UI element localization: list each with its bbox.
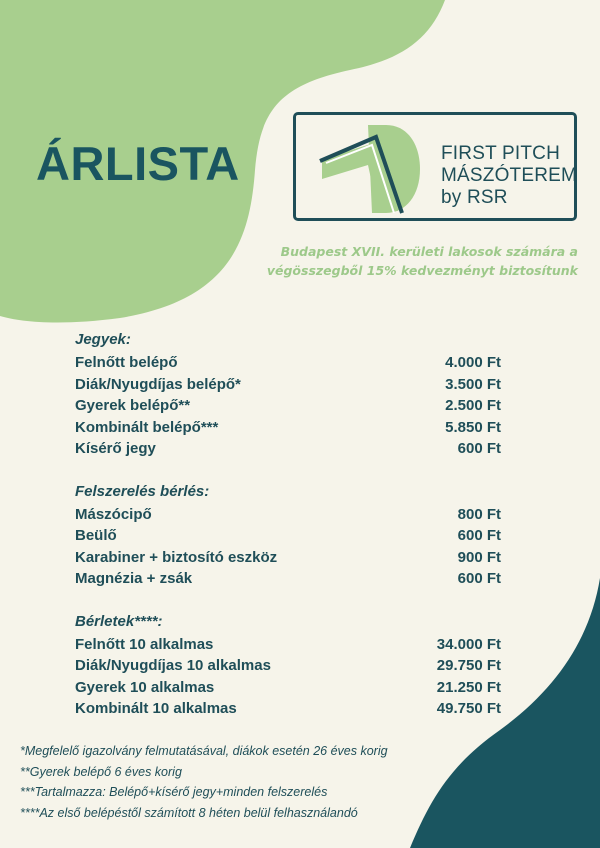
section-title: Bérletek****: (75, 612, 163, 630)
logo-line-3: by RSR (441, 187, 508, 208)
price-row (75, 655, 501, 677)
item-price: 600 Ft (457, 570, 501, 587)
section-tickets (75, 330, 501, 460)
logo-line-1: FIRST PITCH (441, 143, 561, 164)
price-list (75, 330, 501, 742)
item-price: 34.000 Ft (436, 635, 501, 653)
item-name: Diák/Nyugdíjas 10 alkalmas (75, 657, 271, 674)
page-title: ÁRLISTA (36, 137, 240, 190)
item-name: Diák/Nyugdíjas belépő* (75, 375, 241, 393)
item-name: Kombinált 10 alkalmas (75, 700, 237, 717)
item-price: 800 Ft (457, 505, 501, 523)
section-passes (75, 612, 501, 720)
item-name: Beülő (75, 527, 117, 544)
discount-line-1: Budapest XVII. kerületi lakosok számára a (280, 244, 578, 259)
item-name: Kísérő jegy (75, 440, 156, 457)
price-row (75, 698, 501, 720)
price-row (75, 438, 501, 460)
price-row (75, 374, 501, 396)
item-name: Gyerek 10 alkalmas (75, 678, 215, 696)
footnote: **Gyerek belépő 6 éves korig (20, 764, 182, 779)
climbing-wall-logo-icon (316, 123, 426, 215)
item-name: Gyerek belépő** (75, 397, 191, 414)
price-row (75, 677, 501, 699)
discount-line-2: végösszegből 15% kedvezményt biztosítunk (266, 263, 578, 278)
item-name: Magnézia + zsák (75, 570, 193, 587)
price-row (75, 395, 501, 417)
price-row (75, 568, 501, 590)
item-price: 600 Ft (457, 527, 501, 544)
logo-line-2: MÁSZÓTEREM (441, 165, 578, 186)
price-row (75, 352, 501, 374)
item-price: 5.850 Ft (445, 418, 501, 436)
section-equipment-rental (75, 482, 501, 590)
item-price: 21.250 Ft (436, 678, 501, 696)
price-row (75, 504, 501, 526)
section-title: Felszerelés bérlés: (75, 482, 210, 500)
item-name: Mászócipő (75, 505, 152, 523)
item-price: 29.750 Ft (436, 657, 501, 674)
logo-text (441, 143, 577, 209)
discount-note (198, 242, 578, 280)
footnote: ***Tartalmazza: Belépő+kísérő jegy+minden felszerelés (20, 785, 328, 799)
item-name: Felnőtt belépő (75, 354, 178, 371)
item-price: 2.500 Ft (445, 397, 501, 414)
item-name: Karabiner + biztosító eszköz (75, 548, 278, 566)
item-price: 900 Ft (457, 548, 501, 566)
price-row (75, 547, 501, 569)
logo (293, 112, 577, 221)
item-name: Felnőtt 10 alkalmas (75, 635, 214, 653)
price-row (75, 634, 501, 656)
section-title: Jegyek: (75, 331, 131, 348)
item-price: 3.500 Ft (445, 375, 501, 393)
item-name: Kombinált belépő*** (75, 418, 219, 436)
item-price: 600 Ft (457, 440, 501, 457)
item-price: 4.000 Ft (445, 354, 501, 371)
price-row (75, 417, 501, 439)
price-row (75, 525, 501, 547)
footnote: *Megfelelő igazolvány felmutatásával, diákok esetén 26 éves korig (20, 744, 388, 758)
footnote: ****Az első belépéstől számított 8 héten belül felhasználandó (20, 805, 358, 820)
item-price: 49.750 Ft (436, 700, 501, 717)
footnotes (20, 741, 388, 823)
